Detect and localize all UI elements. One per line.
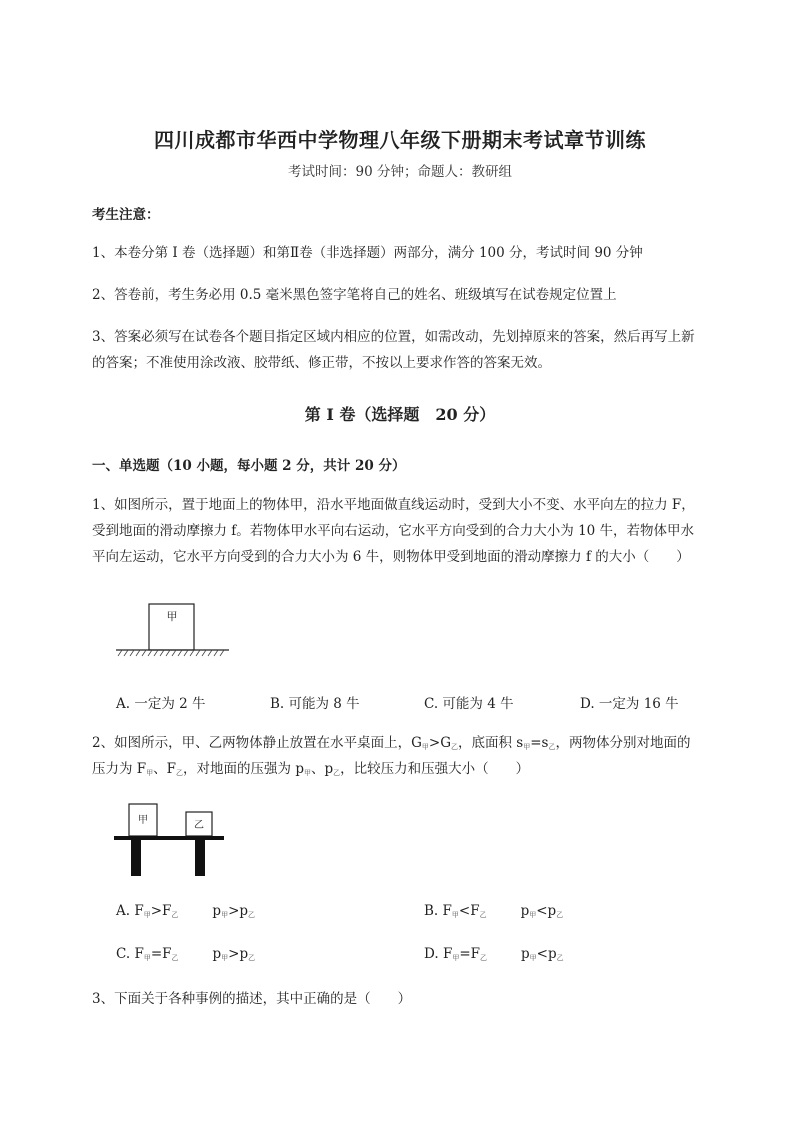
question-1-figure [110, 596, 235, 662]
q2-option-b: B. $F_甲<F_乙$ $p_甲<p_乙$ [424, 903, 564, 919]
q1-option-b: B. 可能为 8 牛 [270, 696, 360, 712]
note-item: 1、本卷分第 I 卷（选择题）和第Ⅱ卷（非选择题）两部分，满分 100 分，考试时间 90 分钟 [92, 245, 643, 261]
question-3-line: 3、下面关于各种事例的描述，其中正确的是（ ） [92, 991, 412, 1007]
q1-option-a: A. 一定为 2 牛 [116, 696, 206, 712]
block-yi-label: 乙 [194, 820, 204, 831]
question-1-line: 受到地面的滑动摩擦力 f。若物体甲水平向右运动，它水平方向受到的合力大小为 10 牛，若物体甲水 [92, 523, 695, 539]
question-2-line: 2、如图所示，甲、乙两物体静止放置在水平桌面上，$G_甲>G_乙$，底面积 $s_甲=s_乙$，两物体分别对地面的 [92, 735, 691, 751]
page-title: 四川成都市华西中学物理八年级下册期末考试章节训练 [154, 128, 646, 152]
section-title: 第 I 卷（选择题 20 分） [304, 405, 496, 424]
q1-option-c: C. 可能为 4 牛 [424, 696, 514, 712]
question-1-line: 1、如图所示，置于地面上的物体甲，沿水平地面做直线运动时，受到大小不变、水平向左的拉力 F， [92, 497, 695, 513]
part-heading: 一、单选题（10 小题，每小题 2 分，共计 20 分） [92, 458, 406, 474]
question-1-line: 平向左运动，它水平方向受到的合力大小为 6 牛，则物体甲受到地面的滑动摩擦力 f 的大小（ ） [92, 549, 690, 565]
q2-option-c: C. $F_甲=F_乙$ $p_甲>p_乙$ [116, 946, 256, 962]
q2-option-a: A. $F_甲>F_乙$ $p_甲>p_乙$ [116, 903, 256, 919]
question-2-figure [112, 798, 230, 878]
q2-option-d: D. $F_甲=F_乙$ $p_甲<p_乙$ [424, 946, 564, 962]
exam-info: 考试时间：90 分钟；命题人：教研组 [288, 164, 512, 180]
block-jia-label: 甲 [166, 610, 178, 623]
note-item: 2、答卷前，考生务必用 0.5 毫米黑色签字笔将自己的姓名、班级填写在试卷规定位置上 [92, 287, 617, 303]
note-item: 的答案；不准使用涂改液、胶带纸、修正带，不按以上要求作答的答案无效。 [92, 355, 551, 371]
q1-option-d: D. 一定为 16 牛 [580, 696, 679, 712]
note-item: 3、答案必须写在试卷各个题目指定区域内相应的位置，如需改动，先划掉原来的答案，然后再写上新 [92, 329, 695, 345]
question-2-line: 压力为 $F_甲$、$F_乙$，对地面的压强为 $p_甲$、$p_乙$，比较压力和压强大小（ ） [92, 761, 530, 777]
notes-heading: 考生注意： [92, 207, 160, 223]
block-jia-label: 甲 [138, 815, 148, 826]
